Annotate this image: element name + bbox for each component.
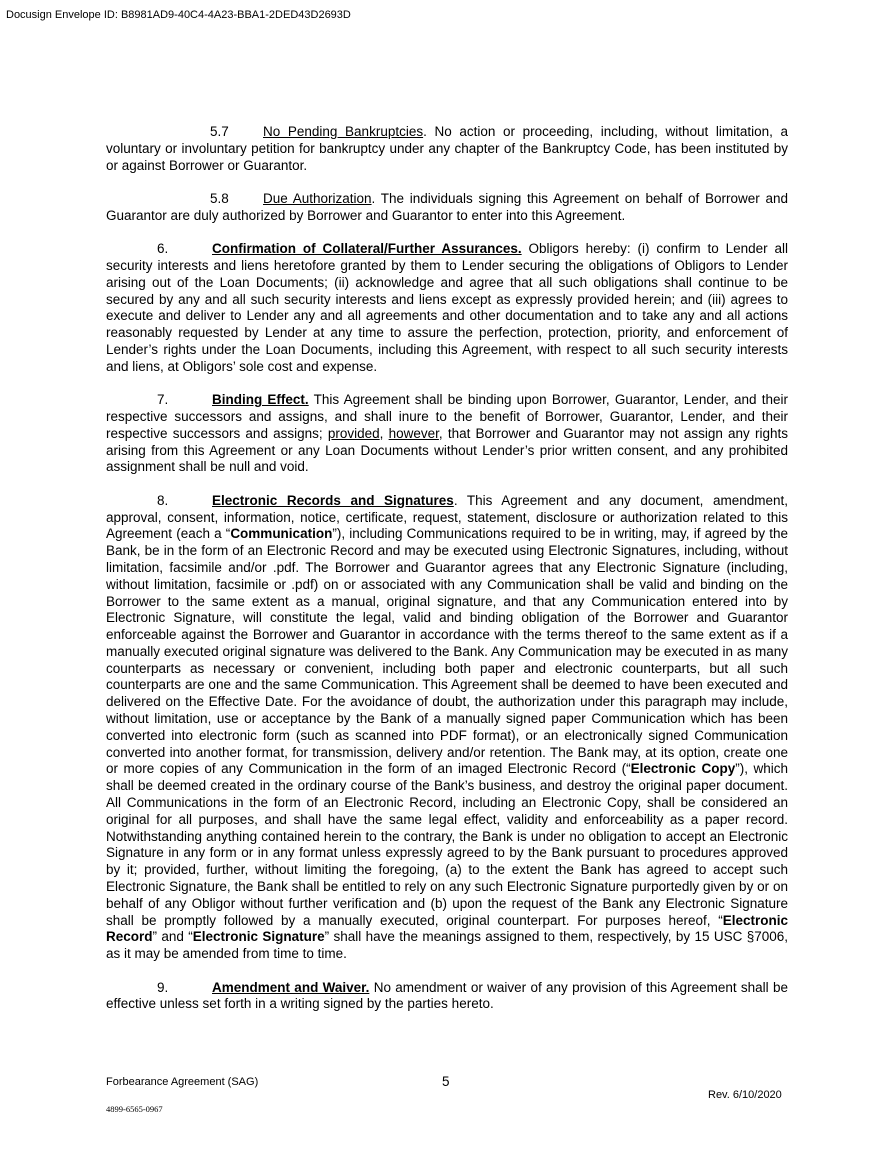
section-text: . The individuals signing this Agreement on behalf of Borrower and Guarantor are duly authorized by Borrower and Guarantor to enter into this Agreement.	[106, 190, 788, 223]
section-heading: Amendment and Waiver.	[212, 979, 370, 995]
docusign-envelope-id: Docusign Envelope ID: B8981AD9-40C4-4A23-BBA1-2DED43D2693D	[6, 9, 351, 21]
section-text: ” and “	[152, 929, 193, 945]
section-number: 9.	[157, 979, 169, 995]
footer-document-title: Forbearance Agreement (SAG)	[106, 1076, 259, 1088]
section-heading: Binding Effect.	[212, 392, 309, 408]
section-heading: No Pending Bankruptcies	[263, 124, 424, 139]
section-number: 8.	[157, 492, 169, 508]
page-number: 5	[442, 1074, 450, 1089]
section-text: ”), which shall be deemed created in the ordinary course of the Bank’s business, and destroy the original paper document. All Communications in the form of an Electronic Record, including an Electronic Copy, shall be considered an original for all purposes, and shall have the same legal effect, validity and enforceability as a paper record. Notwithstanding anything contained herein to the contrary, the Bank is under no obligation to accept an Electronic Signature in any form or in any format unless expressly agreed to by the Bank pursuant to procedures approved by it; provided, further, without limiting the foregoing, (a) to the extent the Bank has agreed to accept such Electronic Signature, the Bank shall be entitled to rely on any such Electronic Signature purportedly given by or on behalf of any Obligor without further verification and (b) upon the request of the Bank any Electronic Signature shall be promptly followed by a manually executed, original counterpart. For purposes hereof, “	[106, 761, 789, 928]
section-8	[106, 493, 788, 963]
revision-date: Rev. 6/10/2020	[708, 1089, 782, 1101]
defined-term-communication: Communication	[230, 526, 333, 542]
section-number: 5.8	[210, 190, 229, 206]
term-however: however	[388, 425, 439, 441]
section-text: ”), including Communications required to be in writing, may, if agreed by the Bank, be in the form of an Electronic Record and may be executed using Electronic Signatures, including, without limitation, facsimile and/or .pdf. The Borrower and Guarantor agrees that any Electronic Signature (including, without limitation, facsimile or .pdf) on or associated with any Communication shall be valid and binding on the Borrower to the same extent as a manual, original signature, and that any Communication entered into by Electronic Signature, will constitute the legal, valid and binding obligation of the Borrower and Guarantor enforceable against the Borrower and Guarantor in accordance with the terms thereof to the same extent as if a manually executed original signature was delivered to the Bank. Any Communication may be executed in as many counterparts as necessary or convenient, including both paper and electronic counterparts, but all such counterparts are one and the same Communication. This Agreement shall be deemed to have been executed and delivered on the Effective Date. For the avoidance of doubt, the authorization under this paragraph may include, without limitation, use or acceptance by the Bank of a manually signed paper Communication which has been converted into electronic form (such as scanned into PDF format), or an electronically signed Communication converted into another format, for transmission, delivery and/or retention. The Bank may, at its option, create one or more copies of any Communication in the form of an imaged Electronic Record (“	[106, 526, 789, 777]
defined-term-electronic-copy: Electronic Copy	[630, 761, 736, 777]
defined-term-electronic-signature: Electronic Signature	[192, 929, 325, 945]
section-9	[106, 980, 788, 1014]
section-text: ,	[379, 425, 389, 441]
section-6	[106, 241, 788, 375]
section-number: 5.7	[210, 124, 229, 139]
section-text: ” shall have the meanings assigned to them, respectively, by 15 USC §7006, as it may be amended from time to time.	[106, 929, 788, 962]
defined-term-electronic-record: Electronic Record	[106, 912, 788, 945]
document-body	[106, 124, 788, 1030]
section-heading: Confirmation of Collateral/Further Assurances.	[212, 241, 522, 257]
term-provided: provided	[327, 425, 380, 441]
section-heading: Electronic Records and Signatures	[212, 492, 454, 508]
section-text: . This Agreement and any document, amendment, approval, consent, information, notice, certificate, request, statement, disclosure or authorization related to this Agreement (each a “	[106, 492, 788, 542]
section-number: 7.	[157, 392, 169, 408]
section-text: Obligors hereby: (i) confirm to Lender all security interests and liens heretofore granted by them to Lender securing the obligations of Obligors to Lender arising out of the Loan Documents; (ii) acknowledge and agree that all such obligations shall continue to be secured by any and all such security interests and liens except as expressly provided herein; and (iii) agrees to execute and deliver to Lender any and all agreements and other documentation and to take any and all actions reasonably requested by Lender at any time to assure the perfection, protection, priority, and enforcement of Lender’s rights under the Loan Documents, including this Agreement, with respect to all such security interests and liens, at Obligors’ sole cost and expense.	[106, 241, 788, 374]
section-number: 6.	[157, 241, 169, 257]
section-5-8	[106, 191, 788, 225]
section-text: This Agreement shall be binding upon Borrower, Guarantor, Lender, and their respective successors and assigns, and shall inure to the benefit of Borrower, Guarantor, Lender, and their respective successors and assigns;	[106, 392, 788, 441]
section-text: No amendment or waiver of any provision of this Agreement shall be effective unless set forth in a writing signed by the parties hereto.	[106, 979, 788, 1012]
section-5-7	[106, 124, 788, 174]
section-text: , that Borrower and Guarantor may not assign any rights arising from this Agreement or any Loan Documents without Lender’s prior written consent, and any prohibited assignment shall be null and void.	[106, 425, 789, 475]
section-text: . No action or proceeding, including, without limitation, a voluntary or involuntary petition for bankruptcy under any chapter of the Bankruptcy Code, has been instituted by or against Borrower or Guarantor.	[106, 124, 789, 173]
section-7	[106, 392, 788, 476]
section-heading: Due Authorization	[263, 190, 372, 206]
document-code: 4899-6565-0967	[106, 1104, 163, 1114]
